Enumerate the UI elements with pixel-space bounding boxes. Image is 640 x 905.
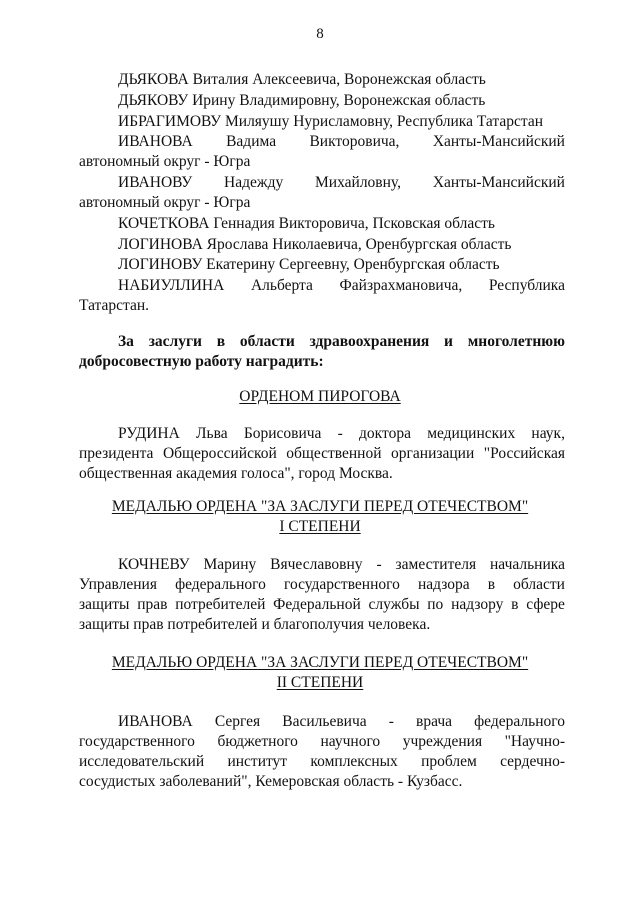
justified-line	[79, 712, 565, 732]
award-degree-text: II СТЕПЕНИ	[276, 674, 364, 691]
word: президента	[79, 445, 154, 462]
word: прав	[137, 596, 168, 613]
person-line: ЛОГИНОВУ Екатерину Сергеевну, Оренбургская область	[118, 256, 500, 273]
word: Ханты-Мансийский	[432, 133, 565, 150]
word: защиты	[79, 596, 130, 613]
word: в	[511, 596, 519, 613]
word: многолетнюю	[467, 333, 565, 350]
word: в	[216, 333, 226, 350]
justified-line	[79, 444, 565, 464]
award-title	[60, 497, 580, 537]
word: организации	[391, 445, 475, 462]
word: государственного	[79, 733, 195, 750]
word: комплексных	[310, 753, 398, 770]
word: Марину	[203, 556, 257, 573]
person-line: КОЧЕТКОВА Геннадия Викторовича, Псковская область	[118, 215, 495, 232]
word: Сергея	[214, 713, 261, 730]
word: и	[444, 333, 453, 350]
word: надзора	[417, 576, 470, 593]
justified-line	[79, 276, 565, 296]
word: институт	[227, 753, 288, 770]
word: КОЧНЕВУ	[118, 556, 190, 573]
word: федерального	[474, 713, 565, 730]
award-text	[79, 712, 565, 792]
person-line: ИБРАГИМОВУ Миляушу Нурисламовну, Республика Татарстан	[118, 113, 543, 130]
word: заместителя	[395, 556, 477, 573]
word: Викторовича,	[309, 133, 400, 150]
justified-line	[79, 732, 565, 752]
word: НАБИУЛЛИНА	[118, 277, 225, 294]
word: начальника	[490, 556, 565, 573]
word: общественной	[286, 445, 382, 462]
award-text	[79, 555, 565, 635]
award-text	[79, 424, 565, 484]
word: РУДИНА	[118, 425, 180, 442]
word: доктора	[359, 425, 411, 442]
word: бюджетного	[217, 733, 298, 750]
justified-line	[79, 173, 565, 193]
word: по	[427, 596, 444, 613]
line: общественная академия голоса", город Москва.	[79, 465, 393, 482]
word: Федеральной	[273, 596, 361, 613]
word: исследовательский	[79, 753, 205, 770]
word: Ханты-Мансийский	[432, 174, 565, 191]
word: наук,	[531, 425, 565, 442]
person-entry	[79, 132, 565, 172]
justified-line	[79, 132, 565, 152]
merit-heading	[79, 332, 565, 372]
justified-line	[79, 424, 565, 444]
word: Вадима	[226, 133, 277, 150]
justified-line	[79, 752, 565, 772]
word: -	[376, 556, 382, 573]
word: здравоохранения	[309, 333, 430, 350]
justified-line	[79, 332, 565, 352]
word: врача	[416, 713, 453, 730]
word: Общероссийской	[162, 445, 277, 462]
word: Альберта	[250, 277, 313, 294]
justified-line	[79, 575, 565, 595]
award-title-text: МЕДАЛЬЮ ОРДЕНА "ЗА ЗАСЛУГИ ПЕРЕД ОТЕЧЕСТВОМ"	[111, 654, 529, 671]
justified-line	[79, 595, 565, 615]
word: заслуги	[148, 333, 202, 350]
award-title	[60, 387, 580, 407]
line: Татарстан.	[79, 297, 150, 314]
word: федерального	[175, 576, 266, 593]
line: добросовестную работу наградить:	[79, 353, 324, 370]
page-number: 8	[316, 26, 324, 42]
word: службы	[368, 596, 420, 613]
word: -	[337, 425, 343, 442]
word: ИВАНОВА	[118, 713, 193, 730]
word: "Российская	[483, 445, 565, 462]
line: автономный округ - Югра	[79, 194, 251, 211]
word: медицинских	[427, 425, 516, 442]
word: потребителей	[175, 596, 266, 613]
word: Республика	[488, 277, 565, 294]
word: За	[118, 333, 134, 350]
word: проблем	[421, 753, 477, 770]
award-title-text: ОРДЕНОМ ПИРОГОВА	[239, 388, 401, 405]
word: ИВАНОВУ	[118, 174, 193, 191]
word: Вячеславовну	[270, 556, 363, 573]
word: Файзрахмановича,	[339, 277, 463, 294]
line: защиты прав потребителей и благополучия человека.	[79, 616, 431, 633]
word: сердечно-	[500, 753, 565, 770]
word: Михайловну,	[315, 174, 401, 191]
justified-line	[79, 555, 565, 575]
word: государственного	[283, 576, 400, 593]
person-line: ЛОГИНОВА Ярослава Николаевича, Оренбургская область	[118, 236, 512, 253]
person-line: ДЬЯКОВА Виталия Алексеевича, Воронежская область	[118, 71, 486, 88]
word: области	[513, 576, 565, 593]
word: ИВАНОВА	[118, 133, 193, 150]
word: "Научно-	[504, 733, 565, 750]
word: научного	[320, 733, 381, 750]
word: Надежду	[224, 174, 284, 191]
word: сфере	[526, 596, 565, 613]
word: Управления	[79, 576, 157, 593]
award-title	[60, 653, 580, 693]
award-title-text: МЕДАЛЬЮ ОРДЕНА "ЗА ЗАСЛУГИ ПЕРЕД ОТЕЧЕСТВОМ"	[111, 498, 529, 515]
person-entry	[79, 173, 565, 213]
word: Борисовича	[243, 425, 322, 442]
word: надзору	[451, 596, 504, 613]
word: в	[487, 576, 496, 593]
word: Льва	[196, 425, 228, 442]
line: автономный округ - Югра	[79, 153, 251, 170]
word: учреждения	[402, 733, 483, 750]
word: -	[388, 713, 394, 730]
person-line: ДЬЯКОВУ Ирину Владимировну, Воронежская область	[118, 92, 486, 109]
award-degree-text: I СТЕПЕНИ	[279, 518, 361, 535]
person-entry	[79, 276, 565, 316]
word: Васильевича	[282, 713, 367, 730]
line: сосудистых заболеваний", Кемеровская область - Кузбасс.	[79, 773, 463, 790]
word: области	[239, 333, 295, 350]
